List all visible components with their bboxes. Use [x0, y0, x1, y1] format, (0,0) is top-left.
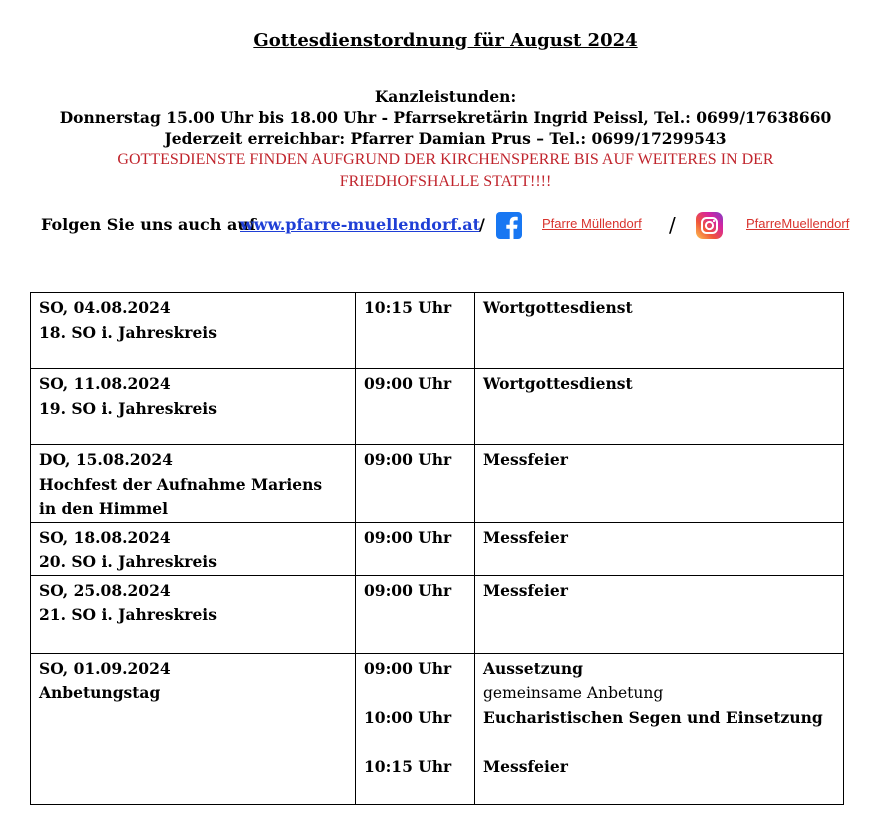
time-cell: [356, 445, 475, 523]
service-time: 09:00 Uhr: [364, 580, 452, 600]
time-cell: [356, 653, 475, 804]
service-date: SO, 11.08.2024: [39, 374, 171, 393]
service-date: SO, 01.09.2024: [39, 658, 171, 678]
page-title: Gottesdienstordnung für August 2024: [253, 30, 638, 51]
table-row: [31, 293, 844, 369]
service-date: SO, 18.08.2024: [39, 527, 171, 547]
occasion: Anbetungstag: [39, 683, 161, 702]
time-cell: [356, 293, 475, 369]
service-cell: [475, 293, 844, 369]
table-row: [31, 369, 844, 445]
website-link[interactable]: www.pfarre-muellendorf.at: [240, 215, 481, 234]
service-subtitle: gemeinsame Anbetung: [483, 684, 664, 702]
instagram-icon[interactable]: [696, 212, 723, 239]
separator: /: [669, 213, 676, 237]
office-hours-line: Donnerstag 15.00 Uhr bis 18.00 Uhr - Pfarrsekretärin Ingrid Peissl, Tel.: 0699/17638660: [59, 108, 832, 127]
closure-notice-line-2: FRIEDHOFSHALLE STATT!!!!: [339, 173, 552, 190]
table-row: [31, 445, 844, 523]
service-date: DO, 15.08.2024: [39, 450, 173, 469]
occasion: 21. SO i. Jahreskreis: [39, 605, 217, 624]
service-type: Messfeier: [483, 450, 568, 469]
time-cell: [356, 369, 475, 445]
spacer: [364, 681, 466, 706]
pastor-contact-line: Jederzeit erreichbar: Pfarrer Damian Prus – Tel.: 0699/17299543: [164, 129, 727, 148]
schedule-table: [30, 292, 844, 805]
service-type: Messfeier: [483, 756, 568, 776]
service-type: Aussetzung: [483, 658, 583, 678]
service-type: Wortgottesdienst: [483, 298, 633, 317]
spacer: [364, 730, 466, 755]
service-cell: [475, 575, 844, 653]
service-cell: [475, 445, 844, 523]
separator: /: [479, 215, 485, 234]
occasion: 20. SO i. Jahreskreis: [39, 552, 217, 571]
spacer: [483, 730, 835, 755]
service-time: 10:00 Uhr: [364, 707, 452, 727]
date-cell: [31, 522, 356, 575]
occasion: in den Himmel: [39, 499, 169, 518]
occasion: 18. SO i. Jahreskreis: [39, 322, 217, 342]
closure-notice-line-1: GOTTESDIENSTE FINDEN AUFGRUND DER KIRCHENSPERRE BIS AUF WEITERES IN DER: [117, 151, 774, 168]
instagram-link[interactable]: PfarreMuellendorf: [746, 216, 850, 231]
table-row: [31, 653, 844, 804]
table-row: [31, 522, 844, 575]
facebook-icon[interactable]: [496, 212, 522, 239]
table-row: [31, 575, 844, 653]
date-cell: [31, 653, 356, 804]
service-cell: [475, 522, 844, 575]
service-time: 10:15 Uhr: [364, 756, 452, 776]
date-cell: [31, 293, 356, 369]
date-cell: [31, 369, 356, 445]
office-hours-label: Kanzleistunden:: [374, 87, 517, 106]
date-cell: [31, 445, 356, 523]
time-cell: [356, 522, 475, 575]
service-time: 10:15 Uhr: [364, 298, 452, 317]
service-date: SO, 04.08.2024: [39, 298, 171, 317]
service-time: 09:00 Uhr: [364, 658, 452, 678]
service-time: 09:00 Uhr: [364, 450, 452, 469]
service-cell: [475, 369, 844, 445]
service-type: Eucharistischen Segen und Einsetzung: [483, 707, 823, 727]
time-cell: [356, 575, 475, 653]
service-type: Messfeier: [483, 527, 568, 547]
follow-text: Folgen Sie uns auch auf: [41, 215, 256, 234]
service-type: Wortgottesdienst: [483, 374, 633, 393]
date-cell: [31, 575, 356, 653]
service-time: 09:00 Uhr: [364, 374, 452, 393]
service-date: SO, 25.08.2024: [39, 580, 171, 600]
occasion: Hochfest der Aufnahme Mariens: [39, 474, 323, 494]
service-type: Messfeier: [483, 580, 568, 600]
service-time: 09:00 Uhr: [364, 527, 452, 547]
facebook-link[interactable]: Pfarre Müllendorf: [542, 216, 642, 231]
service-cell: [475, 653, 844, 804]
occasion: 19. SO i. Jahreskreis: [39, 398, 217, 418]
